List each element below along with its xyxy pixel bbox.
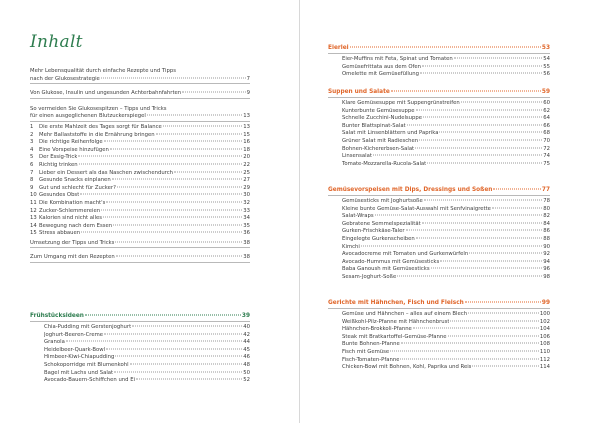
leader-dots: [448, 335, 539, 336]
toc-entry-page: 27: [243, 177, 250, 184]
toc-entry-label: Himbeer-Kiwi-Chiapudding: [44, 354, 115, 361]
toc-entry-page: 110: [539, 348, 550, 355]
toc-entry: [328, 236, 550, 244]
leader-dots: [101, 209, 242, 210]
toc-entry-label: Gebratene Semmelspezialität: [342, 220, 421, 227]
toc-entry-label: Fisch mit Gemüse: [342, 348, 390, 355]
section-items: [328, 100, 550, 168]
toc-entry-label: Salat-Wraps: [342, 213, 374, 220]
toc-entry-label: 14 Bewegung nach dem Essen: [30, 222, 113, 229]
toc-entry-label: Weißkohl-Pilz-Pfanne mit Hähnchenbrust: [342, 318, 450, 325]
leader-dots: [391, 91, 541, 92]
toc-entry: [30, 76, 250, 85]
leader-dots: [415, 147, 542, 148]
toc-entry-label: 1 Die erste Mahlzeit des Tages sorgt für Balance: [30, 123, 162, 130]
toc-entry: [30, 324, 250, 332]
leader-dots: [400, 358, 538, 359]
toc-entry-page: 88: [543, 235, 550, 242]
toc-entry-page: 54: [543, 56, 550, 62]
leader-dots: [163, 125, 242, 126]
toc-entry-page: 86: [543, 228, 550, 235]
leader-dots: [104, 141, 243, 142]
toc-entry: [30, 90, 250, 99]
toc-entry-number: 6: [30, 161, 34, 168]
toc-entry-label: Gemüsesticks mit Joghurtsoße: [342, 198, 423, 204]
toc-entry-label: 12 Zucker-Schlemmereien: [30, 207, 101, 214]
leader-dots: [461, 102, 543, 103]
toc-entry: [30, 68, 250, 76]
toc-entry-label: Avocado-Hummus mit Gemüsesticks: [342, 258, 440, 265]
toc-entry-page: 29: [243, 184, 250, 191]
section-heading-page: 53: [541, 45, 550, 51]
toc-entry: [328, 266, 550, 274]
toc-entry-label: nach der Glukosestrategie: [30, 75, 100, 82]
leader-dots: [373, 155, 542, 156]
toc-entry-label: Heidelbeer-Quark-Bowl: [44, 346, 106, 353]
toc-entry: [30, 377, 250, 385]
mains-section: [328, 299, 550, 372]
toc-entry-page: 42: [243, 331, 250, 338]
leader-dots: [106, 201, 242, 202]
toc-entry-page: 112: [539, 356, 550, 363]
leader-dots: [424, 200, 542, 201]
toc-entry: [30, 177, 250, 185]
toc-entry-page: 7: [246, 75, 250, 82]
toc-entry-label: 15 Stress abbauen: [30, 230, 81, 237]
toc-entry-page: 34: [243, 215, 250, 222]
toc-entry: [30, 192, 250, 200]
toc-entry: [328, 244, 550, 252]
toc-entry-page: 98: [543, 273, 550, 280]
toc-entry-page: 80: [543, 205, 550, 212]
toc-entry-label: Von Glukose, Insulin und ungesunden Achterbahnfahrten: [30, 90, 182, 97]
leader-dots: [174, 171, 242, 172]
leader-dots: [406, 230, 543, 231]
toc-entry-label: Bagel mit Lachs und Salat: [44, 369, 114, 376]
toc-entry: [30, 170, 250, 178]
section-heading: [30, 312, 250, 322]
toc-entry: [30, 162, 250, 170]
toc-entry-label: Gemüsefrittata aus dem Ofen: [342, 63, 421, 70]
toc-entry-page: 45: [243, 346, 250, 353]
leader-dots: [492, 207, 542, 208]
toc-entry: [328, 153, 550, 161]
toc-entry: [30, 139, 250, 147]
toc-entry-page: 104: [539, 326, 550, 333]
section-heading-page: 59: [541, 89, 550, 95]
toc-entry-label: für einen ausgeglichenen Blutzuckerspiegel: [30, 113, 146, 120]
leader-dots: [112, 179, 243, 180]
leader-dots: [85, 315, 241, 316]
toc-entry-number: 13: [30, 215, 37, 222]
toc-entry-label: Schokoporridge mit Blumenkohl: [44, 361, 129, 368]
toc-entry-label: 9 Gut und schlecht für Zucker?: [30, 184, 116, 191]
toc-entry-label: Bunter Blattspinat-Salat: [342, 122, 406, 129]
toc-entry: [328, 274, 550, 282]
toc-entry-page: 68: [543, 130, 550, 137]
toc-entry: [328, 123, 550, 131]
leader-dots: [114, 371, 242, 372]
toc-entry-page: 32: [243, 199, 250, 206]
toc-entry-label: Tomate-Mozzarella-Rucola-Salat: [342, 160, 427, 167]
toc-entry-label: Avocadocreme mit Tomaten und Gurkenwürfeln: [342, 251, 469, 258]
toc-entry-page: 35: [243, 222, 250, 229]
toc-entry-label: Umsetzung der Tipps und Tricks: [30, 239, 115, 246]
toc-entry: [328, 251, 550, 259]
toc-entry-label: 3 Die richtige Reihenfolge: [30, 139, 103, 146]
toc-entry: [30, 200, 250, 208]
section-heading-label: Eierlei: [328, 45, 349, 51]
toc-entry-page: 52: [243, 377, 250, 384]
toc-entry-page: 108: [539, 341, 550, 348]
toc-entry-label: Zum Umgang mit den Rezepten: [30, 254, 115, 261]
toc-entry-page: 22: [243, 161, 250, 168]
leader-dots: [469, 253, 542, 254]
toc-entry: [328, 341, 550, 349]
toc-entry-page: 106: [539, 333, 550, 340]
toc-entry: [30, 208, 250, 216]
toc-entry-label: Chia-Pudding mit Gerstenjoghurt: [44, 324, 132, 330]
toc-entry: [30, 254, 250, 263]
leader-dots: [401, 343, 539, 344]
toc-entry-page: 9: [246, 90, 250, 97]
leader-dots: [465, 302, 541, 303]
leader-dots: [454, 58, 542, 59]
leader-dots: [115, 356, 242, 357]
toc-entry: [30, 370, 250, 378]
toc-entry-page: 40: [243, 324, 250, 330]
toc-entry-page: 13: [243, 113, 250, 120]
toc-entry-number: 2: [30, 131, 34, 138]
leader-dots: [113, 224, 242, 225]
intro-section: [30, 68, 250, 265]
toc-entry: [30, 332, 250, 340]
toc-entry: [328, 228, 550, 236]
toc-entry-page: 70: [543, 137, 550, 144]
toc-entry-label: Chicken-Bowl mit Bohnen, Kohl, Paprika und Reis: [342, 364, 472, 371]
toc-entry-page: 36: [243, 230, 250, 237]
toc-entry: [328, 326, 550, 334]
section-heading: [328, 88, 550, 98]
toc-entry-page: 20: [243, 154, 250, 161]
toc-entry-label: Joghurt-Beeren-Creme: [44, 331, 104, 338]
toc-entry-label: Linsensalat: [342, 153, 372, 160]
leader-dots: [419, 139, 542, 140]
toc-entry-label: 11 Die Kombination macht's: [30, 199, 106, 206]
right-page: [300, 0, 600, 423]
leader-dots: [103, 217, 242, 218]
toc-entry-label: Granola: [44, 339, 65, 346]
toc-entry-label: Kleine bunte Gemüse-Salat-Auswahl mit Senfvinaigrette: [342, 205, 491, 212]
toc-entry-page: 78: [543, 198, 550, 204]
leader-dots: [115, 241, 242, 242]
toc-entry-label: 2 Mehr Ballaststoffe in die Ernährung bringen: [30, 131, 155, 138]
toc-entry-label: Salat mit Linsenblättern und Paprika: [342, 130, 439, 137]
section-heading-page: 77: [541, 187, 550, 193]
leader-dots: [375, 215, 543, 216]
toc-entry-number: 4: [30, 146, 34, 153]
section-heading-label: Frühstücksideen: [30, 313, 84, 319]
toc-entry-page: 48: [243, 361, 250, 368]
toc-entry: [30, 106, 250, 114]
leader-dots: [104, 333, 242, 334]
toc-entry: [30, 147, 250, 155]
toc-entry: [328, 100, 550, 108]
section-items: [328, 56, 550, 79]
leader-dots: [101, 77, 246, 78]
leader-dots: [416, 237, 542, 238]
toc-entry: [30, 240, 250, 249]
toc-entry-number: 11: [30, 199, 37, 206]
toc-entry-label: 8 Gesunde Snacks einplanen: [30, 177, 111, 184]
toc-entry-label: Eingelegte Gurkenscheiben: [342, 235, 415, 242]
toc-entry: [328, 213, 550, 221]
toc-entry-number: 14: [30, 222, 37, 229]
leader-dots: [361, 245, 542, 246]
toc-entry: [328, 221, 550, 229]
leader-dots: [423, 117, 542, 118]
leader-dots: [116, 256, 243, 257]
leader-dots: [106, 348, 242, 349]
toc-entry-label: Bohnen-Kichererbsen-Salat: [342, 145, 415, 152]
toc-entry: [328, 108, 550, 116]
toc-entry: [30, 223, 250, 231]
toc-entry: [328, 206, 550, 214]
leader-dots: [431, 268, 543, 269]
toc-entry: [328, 357, 550, 365]
toc-entry-page: 50: [243, 369, 250, 376]
leader-dots: [147, 115, 242, 116]
toc-entry-number: 10: [30, 192, 37, 199]
leader-dots: [156, 133, 243, 134]
leader-dots: [66, 341, 242, 342]
leader-dots: [472, 366, 538, 367]
toc-entry-number: 5: [30, 154, 34, 161]
toc-entry-label: Grüner Salat mit Radieschen: [342, 137, 419, 144]
toc-entry-page: 18: [243, 146, 250, 153]
toc-entry-page: 16: [243, 139, 250, 146]
toc-entry-page: 92: [543, 251, 550, 258]
toc-entry: [328, 311, 550, 319]
section-items: [328, 311, 550, 372]
leader-dots: [130, 363, 243, 364]
toc-entry-label: Kunterbunte Gemüsesuppe: [342, 107, 415, 114]
toc-entry-label: So vermeiden Sie Glukosespitzen – Tipps und Tricks: [30, 105, 167, 112]
toc-entry: [30, 362, 250, 370]
section-heading: [328, 186, 550, 196]
toc-entry: [30, 339, 250, 347]
leader-dots: [78, 156, 242, 157]
leader-dots: [439, 132, 542, 133]
toc-entry-page: 94: [543, 258, 550, 265]
leader-dots: [79, 163, 243, 164]
toc-entry-label: Mehr Lebensqualität durch einfache Rezepte und Tipps: [30, 68, 176, 74]
toc-entry-label: Fisch-Tomaten-Pfanne: [342, 356, 400, 363]
leader-dots: [440, 260, 542, 261]
section-heading-label: Suppen und Salate: [328, 89, 390, 95]
toc-entry-number: 7: [30, 169, 34, 176]
toc-entry-page: 33: [243, 207, 250, 214]
leader-dots: [493, 189, 541, 190]
toc-entry-page: 72: [543, 145, 550, 152]
toc-entry-page: 38: [243, 239, 250, 246]
toc-entry: [30, 215, 250, 223]
toc-entry-page: 84: [543, 220, 550, 227]
breakfast-section: [30, 312, 250, 385]
toc-entry-label: Hähnchen-Brokkoli-Pfanne: [342, 326, 412, 333]
toc-entry-page: 44: [243, 339, 250, 346]
toc-entry-page: 55: [543, 63, 550, 70]
breakfast-items: [30, 324, 250, 385]
toc-entry-label: Sesam-Joghurt-Soße: [342, 273, 397, 280]
toc-entry: [30, 185, 250, 193]
toc-entry-page: 100: [539, 311, 550, 317]
toc-entry-page: 75: [543, 160, 550, 167]
toc-entry-label: Gemüse und Hähnchen – alles auf einem Blech: [342, 311, 468, 317]
leader-dots: [413, 328, 539, 329]
leader-dots: [350, 47, 541, 48]
leader-dots: [110, 148, 242, 149]
leader-dots: [407, 124, 543, 125]
toc-entry: [328, 56, 550, 64]
toc-entry-page: 90: [543, 243, 550, 250]
toc-title: Inhalt: [30, 32, 83, 52]
toc-entry: [328, 364, 550, 372]
section-heading-label: Gerichte mit Hähnchen, Fisch und Fleisch: [328, 300, 464, 306]
toc-entry-page: 15: [243, 131, 250, 138]
toc-entry-label: Kimchi: [342, 243, 360, 250]
section-heading: [328, 299, 550, 309]
toc-entry: [30, 113, 250, 122]
toc-entry: [328, 319, 550, 327]
toc-entry: [30, 347, 250, 355]
section-heading-page: 99: [541, 300, 550, 306]
toc-entry: [328, 349, 550, 357]
toc-entry-page: 56: [543, 71, 550, 78]
toc-entry: [328, 198, 550, 206]
toc-entry: [328, 130, 550, 138]
toc-entry-page: 96: [543, 266, 550, 273]
toc-entry-label: Bunte Bohnen-Pfanne: [342, 341, 400, 348]
toc-entry: [328, 259, 550, 267]
leader-dots: [422, 222, 543, 223]
toc-entry-label: 4 Eine Vorspeise hinzufügen: [30, 146, 109, 153]
toc-entry-page: 62: [543, 107, 550, 114]
toc-entry-label: 10 Gesundes Obst: [30, 192, 80, 199]
soups-section: [328, 88, 550, 168]
toc-entry-number: 1: [30, 123, 34, 130]
section-heading-label: Gemüsevorspeisen mit Dips, Dressings und Soßen: [328, 187, 493, 193]
eggs-section: [328, 44, 550, 79]
leader-dots: [390, 350, 539, 351]
toc-entry: [30, 124, 250, 132]
section-heading: [328, 44, 550, 54]
toc-entry: [328, 138, 550, 146]
toc-entry-number: 12: [30, 207, 37, 214]
toc-entry-page: 74: [543, 153, 550, 160]
leader-dots: [117, 186, 242, 187]
toc-entry-page: 102: [539, 318, 550, 325]
toc-entry-page: 25: [243, 169, 250, 176]
toc-entry: [328, 334, 550, 342]
toc-entry-label: 13 Kalorien sind nicht alles: [30, 215, 102, 222]
toc-entry-page: 38: [243, 254, 250, 261]
toc-entry-label: Avocado-Bauern-Schiffchen und Ei: [44, 377, 136, 384]
toc-entry-page: 66: [543, 122, 550, 129]
section-heading-page: 39: [241, 313, 250, 319]
leader-dots: [136, 379, 242, 380]
leader-dots: [80, 194, 242, 195]
toc-entry: [328, 161, 550, 169]
toc-entry: [328, 64, 550, 72]
toc-entry: [30, 132, 250, 140]
toc-entry-page: 64: [543, 115, 550, 122]
leader-dots: [427, 162, 542, 163]
toc-entry-label: Eier-Muffins mit Feta, Spinat und Tomaten: [342, 56, 453, 62]
toc-entry-label: Steak mit Bratkartoffel-Gemüse-Pfanne: [342, 333, 447, 340]
toc-entry: [30, 354, 250, 362]
veggies-section: [328, 186, 550, 282]
toc-entry-number: 8: [30, 177, 34, 184]
toc-entry-label: Omelette mit Gemüsefüllung: [342, 71, 419, 78]
toc-entry: [30, 154, 250, 162]
toc-entry-page: 13: [243, 123, 250, 130]
leader-dots: [420, 73, 542, 74]
toc-entry-label: Schnelle Zucchini-Nudelsuppe: [342, 115, 423, 122]
toc-entry-label: 5 Der Essig-Trick: [30, 154, 78, 161]
toc-entry: [328, 146, 550, 154]
leader-dots: [397, 275, 542, 276]
leader-dots: [81, 232, 242, 233]
leader-dots: [450, 320, 538, 321]
section-items: [328, 198, 550, 282]
toc-entry-page: 82: [543, 213, 550, 220]
leader-dots: [468, 313, 539, 314]
leader-dots: [422, 65, 542, 66]
leader-dots: [132, 326, 242, 327]
toc-entry-number: 3: [30, 139, 34, 146]
toc-entry-number: 9: [30, 184, 34, 191]
toc-entry-page: 30: [243, 192, 250, 199]
toc-entry-label: 7 Lieber ein Dessert als das Naschen zwischendurch: [30, 169, 174, 176]
toc-entry: [328, 115, 550, 123]
toc-entry-label: Gurken-Frischkäse-Taler: [342, 228, 405, 235]
toc-entry-label: Baba Ganoush mit Gemüsesticks: [342, 266, 430, 273]
toc-entry-label: Klare Gemüsesuppe mit Suppengrünstreifen: [342, 100, 460, 106]
toc-entry-page: 46: [243, 354, 250, 361]
toc-entry-number: 15: [30, 230, 37, 237]
leader-dots: [416, 109, 543, 110]
toc-entry-page: 60: [543, 100, 550, 106]
tips-list: [30, 124, 250, 238]
toc-entry-label: 6 Richtig trinken: [30, 161, 78, 168]
toc-entry: [30, 230, 250, 238]
leader-dots: [182, 92, 245, 93]
toc-entry-page: 114: [539, 364, 550, 371]
toc-entry: [328, 71, 550, 79]
